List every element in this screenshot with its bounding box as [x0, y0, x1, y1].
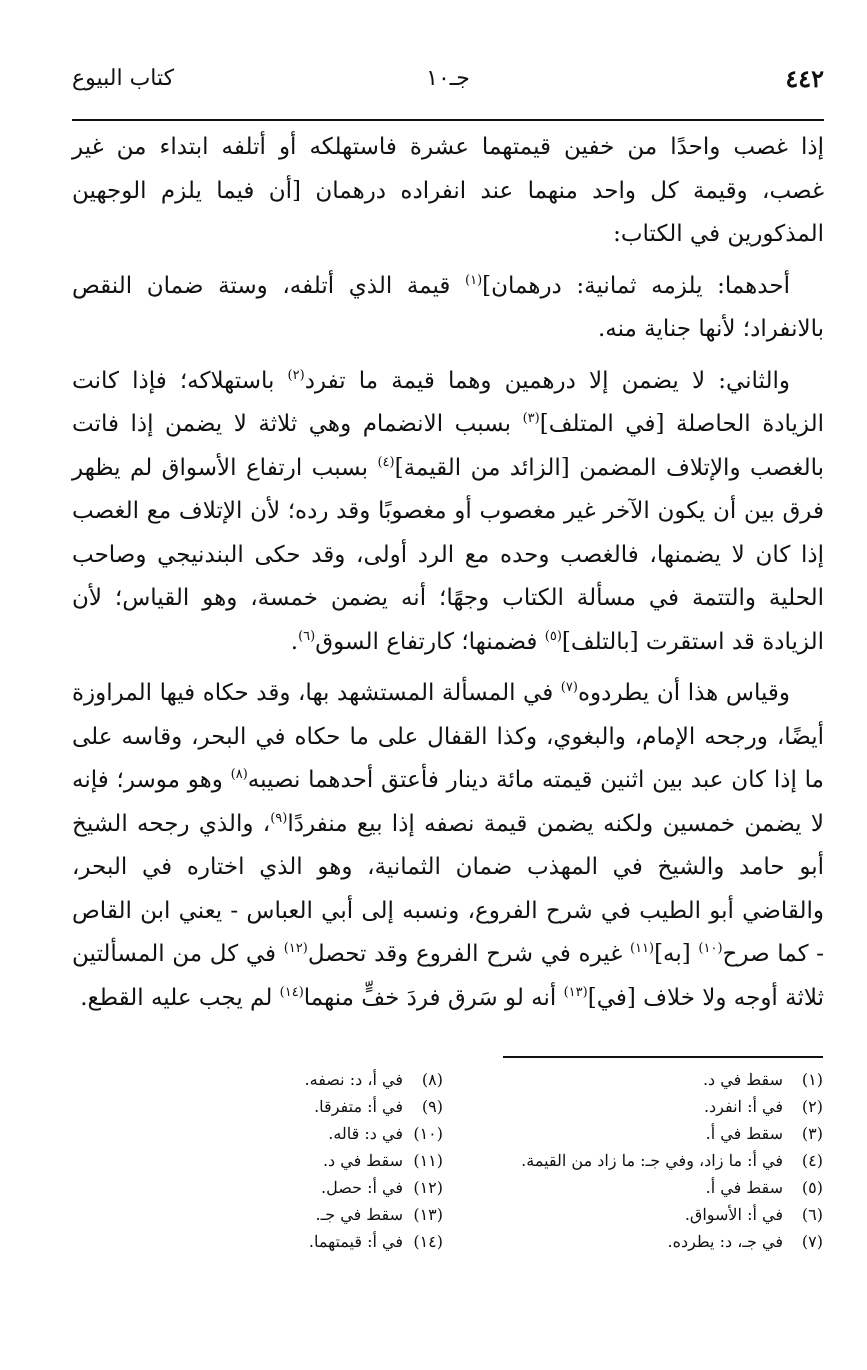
text-run: وهو موسر؛ فإنه لا يضمن خمسين ولكنه يضمن قيمة نصفه إذا بيع منفردًا: [72, 767, 824, 837]
footnote: [243, 1147, 443, 1174]
footnote: [483, 1066, 823, 1093]
footnote-ref: (١١): [629, 941, 655, 956]
footnote-text: في أ، د: نصفه.: [304, 1070, 403, 1089]
text-run: فضمنها؛ كارتفاع السوق: [315, 628, 545, 655]
text-run: ، والذي رجحه الشيخ أبو حامد والشيخ في المهذب ضمان الثمانية، وهو الذي اختاره في البحر، والقاضي أبو الطيب في شرح الفروع، ونسبه إلى أبي العباس - يعني ابن القاص - كما صرح: [72, 810, 824, 967]
footnote: [483, 1120, 823, 1147]
footnote-text: سقط في جـ.: [315, 1205, 403, 1224]
text-run: في المسألة المستشهد بها، وقد حكاه فيها المراوزة أيضًا، ورجحه الإمام، والبغوي، وكذا القفال على ما حكاه في البحر، وقاسه على ما إذا كان عبد بين اثنين قيمته مائة دينار فأعتق أحدهما نصيبه: [72, 680, 824, 793]
footnote-ref: (٧): [560, 680, 578, 695]
text-run: قيمة الذي أتلفه، وستة ضمان النقص بالانفراد؛ لأنها جناية منه.: [72, 272, 824, 342]
footnote: [483, 1147, 823, 1174]
footnote-ref: (١٠): [698, 941, 723, 956]
footnote: [483, 1093, 823, 1120]
text-run: بسبب الانضمام وهي ثلاثة لا يضمن إذا فاتت بالغصب والإتلاف المضمن [الزائد من القيمة]: [72, 411, 824, 481]
footnote: [483, 1201, 823, 1228]
paragraph: [72, 672, 824, 1020]
text-run: بسبب ارتفاع الأسواق لم يظهر فرق بين أن يكون الآخر غير مغصوب أو مغصوبًا وقد رده؛ لأن الإتلاف مع الغصب إذا كان لا يضمنها، فالغصب وحده مع الرد أولى، وقد حكى البندنيجي وصاحب الحلية والتتمة في مسألة الكتاب وجهًا؛ أنه يضمن خمسة، وهو القياس؛ لأن الزيادة قد استقرت [بالتلف]: [72, 454, 824, 655]
text-run: في كل من المسألتين ثلاثة أوجه ولا خلاف [في]: [72, 941, 824, 1011]
footnote-number: (١٠): [413, 1124, 443, 1143]
text-run: أحدهما: يلزمه ثمانية: درهمان]: [482, 272, 790, 299]
footnote: [243, 1228, 443, 1255]
paragraph: [72, 360, 824, 665]
text-run: إذا غصب واحدًا من خفين قيمتهما عشرة فاستهلكه أو أتلفه ابتداء من غير غصب، وقيمة كل واحد منهما عند انفراده درهمان [أن فيما يلزم الوجهين المذكورين في الكتاب:: [72, 134, 824, 247]
footnote-number: (٥): [801, 1178, 823, 1197]
footnote-number: (١٣): [413, 1205, 443, 1224]
footnote-number: (٨): [421, 1070, 443, 1089]
footnote-number: (٩): [421, 1097, 443, 1116]
paragraph: [72, 126, 824, 257]
footnote: [243, 1174, 443, 1201]
footnote-text: في أ: انفرد.: [703, 1097, 783, 1116]
footnote-ref: (٣): [522, 411, 540, 426]
footnote-ref: (٥): [544, 628, 562, 644]
text-run: باستهلاكه؛ فإذا كانت الزيادة الحاصلة [في المتلف]: [72, 367, 824, 437]
footnote-text: في أ: متفرقا.: [314, 1097, 403, 1116]
text-run: .: [290, 628, 299, 655]
main-text: [72, 126, 824, 1028]
footnote-text: في جـ، د: يطرده.: [667, 1232, 783, 1251]
footnote-number: (٦): [801, 1205, 823, 1224]
header-rule: [72, 119, 824, 121]
footnote-text: سقط في د.: [702, 1070, 783, 1089]
footnote-number: (١٤): [413, 1232, 443, 1251]
footnote: [243, 1066, 443, 1093]
footnote: [483, 1228, 823, 1255]
paragraph: [72, 265, 824, 352]
footnote-rule: [503, 1056, 823, 1058]
footnote-text: سقط في د.: [322, 1151, 403, 1170]
footnote-ref: (١٤): [279, 984, 304, 1000]
footnote-text: في أ: الأسواق.: [684, 1205, 783, 1224]
text-run: غيره في شرح الفروع وقد تحصل: [307, 941, 630, 967]
text-run: [به]: [654, 941, 699, 967]
footnote-ref: (٨): [230, 767, 248, 782]
footnote-text: سقط في أ.: [705, 1124, 783, 1143]
footnote: [483, 1174, 823, 1201]
text-run: أنه لو سَرق فردَ خفٍّ منهما: [303, 984, 564, 1011]
volume-label: جـ١٠: [426, 66, 470, 91]
footnote-text: في أ: ما زاد، وفي جـ: ما زاد من القيمة.: [521, 1151, 783, 1170]
footnote-text: في أ: حصل.: [321, 1178, 403, 1197]
text-run: لم يجب عليه القطع.: [80, 984, 280, 1011]
footnote-number: (٧): [801, 1232, 823, 1251]
footnote: [243, 1120, 443, 1147]
footnote-ref: (٦): [298, 628, 316, 644]
footnote: [243, 1093, 443, 1120]
footnotes-column-right: [483, 1066, 823, 1255]
footnote-number: (١١): [413, 1151, 443, 1170]
footnote-text: سقط في أ.: [705, 1178, 783, 1197]
footnote-text: في أ: قيمتهما.: [308, 1232, 403, 1251]
page-number: ٤٤٢: [785, 64, 824, 93]
running-header: [72, 64, 824, 104]
book-title: كتاب البيوع: [72, 66, 175, 91]
footnote-text: في د: قاله.: [328, 1124, 403, 1143]
footnote-ref: (١): [465, 272, 483, 288]
text-run: وقياس هذا أن يطردوه: [577, 680, 790, 706]
footnote-number: (٤): [801, 1151, 823, 1170]
footnote-ref: (١٣): [563, 984, 588, 1000]
footnote-number: (١): [801, 1070, 823, 1089]
footnote-number: (٢): [801, 1097, 823, 1116]
footnote-number: (٣): [801, 1124, 823, 1143]
footnote: [243, 1201, 443, 1228]
text-run: والثاني: لا يضمن إلا درهمين وهما قيمة ما تفرد: [304, 367, 790, 394]
footnote-number: (١٢): [413, 1178, 443, 1197]
footnote-ref: (١٢): [283, 941, 308, 956]
footnote-ref: (٢): [287, 367, 305, 383]
footnote-ref: (٩): [270, 810, 288, 826]
footnote-ref: (٤): [377, 454, 395, 470]
footnotes-column-left: [243, 1066, 443, 1255]
